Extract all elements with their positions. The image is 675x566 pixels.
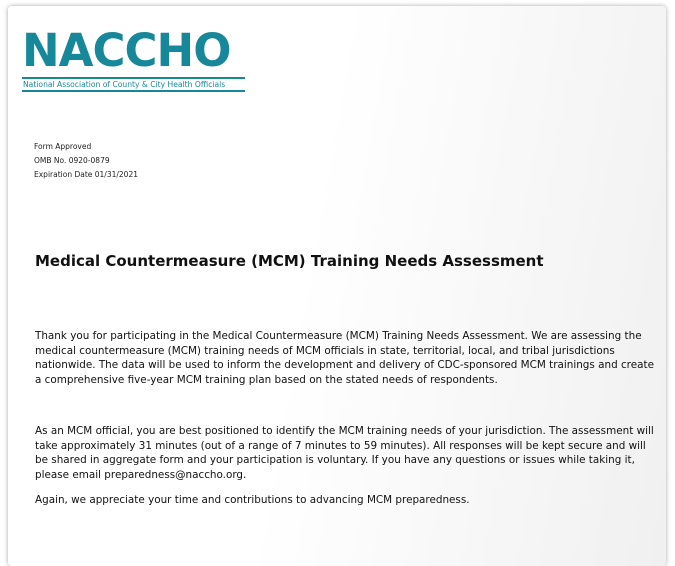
thanks-paragraph: Again, we appreciate your time and contributions to advancing MCM preparedness.: [35, 494, 470, 506]
logo-tagline: National Association of County & City Health Officials: [22, 77, 245, 92]
omb-number: OMB No. 0920-0879: [34, 156, 110, 165]
page-title: Medical Countermeasure (MCM) Training Needs Assessment: [35, 252, 544, 270]
details-paragraph: As an MCM official, you are best positioned to identify the MCM training needs of your jurisdiction. The assessment will take approximately 31 minutes (out of a range of 7 minutes to 59 minutes). All responses will be kept secure and will be shared in aggregate form and your participation is voluntary. If you have any questions or issues while taking it, please email preparedness@naccho.org.: [35, 425, 654, 482]
intro-paragraph: Thank you for participating in the Medical Countermeasure (MCM) Training Needs Assessment. We are assessing the medical countermeasure (MCM) training needs of MCM officials in state, territorial, local, and tribal jurisdictions nationwide. The data will be used to inform the development and delivery of CDC-sponsored MCM trainings and create a comprehensive five-year MCM training plan based on the stated needs of respondents.: [35, 330, 654, 387]
naccho-logo: [22, 24, 250, 92]
form-approved-label: Form Approved: [34, 142, 92, 151]
logo-wordmark: NACCHO: [22, 24, 231, 77]
expiration-date: Expiration Date 01/31/2021: [34, 170, 138, 179]
survey-page: [8, 6, 666, 566]
form-approval-info: [34, 140, 138, 182]
